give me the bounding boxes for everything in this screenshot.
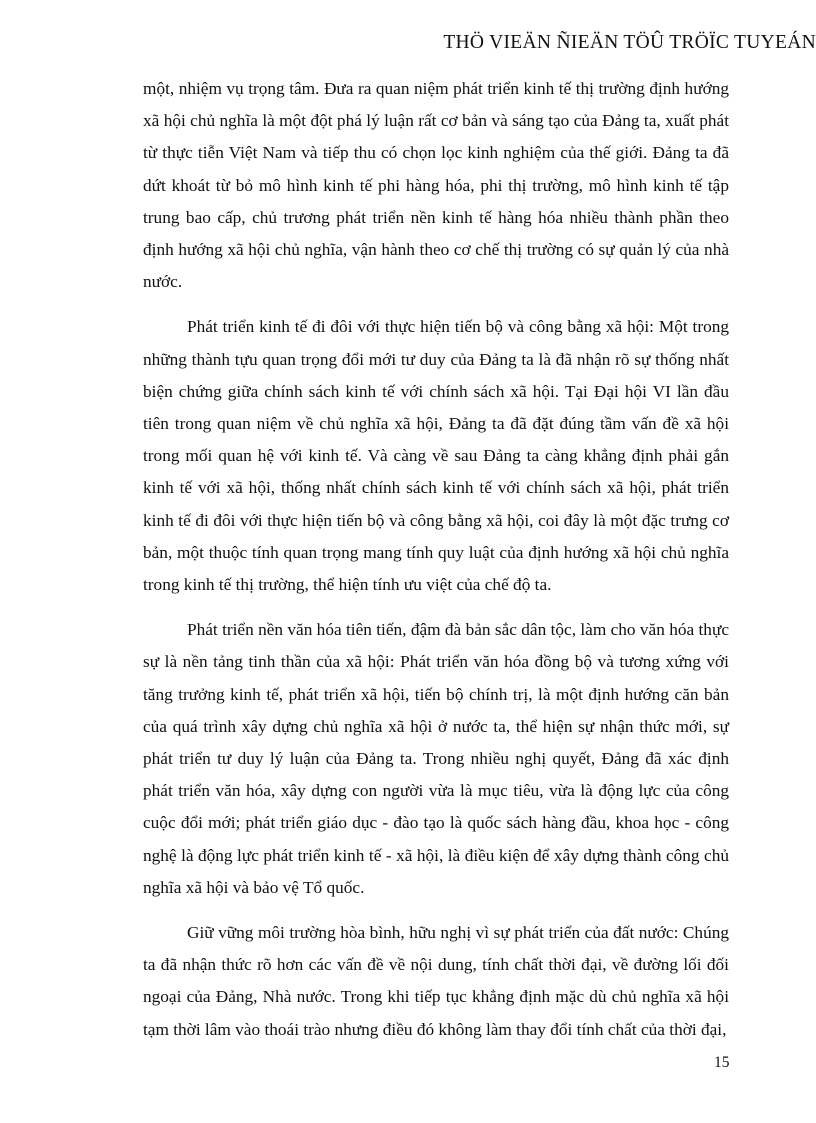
- paragraph-culture: Phát triển nền văn hóa tiên tiến, đậm đà bản sắc dân tộc, làm cho văn hóa thực sự là nền tảng tinh thần của xã hội: Phát triển văn hóa đồng bộ và tương xứng với tăng trưởng kinh tế, phát triển xã hội, tiến bộ chính trị, là một định hướng căn bản của quá trình xây dựng chủ nghĩa xã hội ở nước ta, thể hiện sự nhận thức mới, sự phát triển tư duy lý luận của Đảng ta. Trong nhiều nghị quyết, Đảng đã xác định phát triển văn hóa, xây dựng con người vừa là mục tiêu, vừa là động lực của công cuộc đổi mới; phát triển giáo dục - đào tạo là quốc sách hàng đầu, khoa học - công nghệ là động lực phát triển kinh tế - xã hội, là điều kiện để xây dựng thành công chủ nghĩa xã hội và bảo vệ Tổ quốc.: [143, 620, 729, 897]
- paragraph-continuation: một, nhiệm vụ trọng tâm. Đưa ra quan niệm phát triển kinh tế thị trường định hướng xã hội chủ nghĩa là một đột phá lý luận rất cơ bản và sáng tạo của Đảng ta, xuất phát từ thực tiễn Việt Nam và tiếp thu có chọn lọc kinh nghiệm của thế giới. Đảng ta đã dứt khoát từ bỏ mô hình kinh tế phi hàng hóa, phi thị trường, mô hình kinh tế tập trung bao cấp, chủ trương phát triển nền kinh tế hàng hóa nhiều thành phần theo định hướng xã hội chủ nghĩa, vận hành theo cơ chế thị trường có sự quản lý của nhà nước.: [143, 79, 729, 292]
- page-number: 15: [714, 1054, 730, 1071]
- running-header: THÖ VIEÄN ÑIEÄN TÖÛ TRÖÏC TUYEÁN: [443, 32, 816, 53]
- paragraph-economy-society: Phát triển kinh tế đi đôi với thực hiện tiến bộ và công bằng xã hội: Một trong những thành tựu quan trọng đổi mới tư duy của Đảng ta là đã nhận rõ sự thống nhất biện chứng giữa chính sách kinh tế với chính sách xã hội. Tại Đại hội VI lần đầu tiên trong quan niệm về chủ nghĩa xã hội, Đảng ta đã đặt đúng tầm vấn đề xã hội trong mối quan hệ với kinh tế. Và càng về sau Đảng ta càng khẳng định phải gắn kinh tế với xã hội, thống nhất chính sách kinh tế với chính sách xã hội, phát triển kinh tế đi đôi với thực hiện tiến bộ và công bằng xã hội, coi đây là một đặc trưng cơ bản, một thuộc tính quan trọng mang tính quy luật của định hướng xã hội chủ nghĩa trong kinh tế thị trường, thể hiện tính ưu việt của chế độ ta.: [143, 317, 729, 595]
- body-text: [143, 73, 729, 1059]
- paragraph-peace: Giữ vững môi trường hòa bình, hữu nghị vì sự phát triển của đất nước: Chúng ta đã nhận thức rõ hơn các vấn đề về nội dung, tính chất thời đại, về đường lối đối ngoại của Đảng, Nhà nước. Trong khi tiếp tục khẳng định mặc dù chủ nghĩa xã hội tạm thời lâm vào thoái trào nhưng điều đó không làm thay đổi tính chất của thời đại,: [143, 923, 729, 1039]
